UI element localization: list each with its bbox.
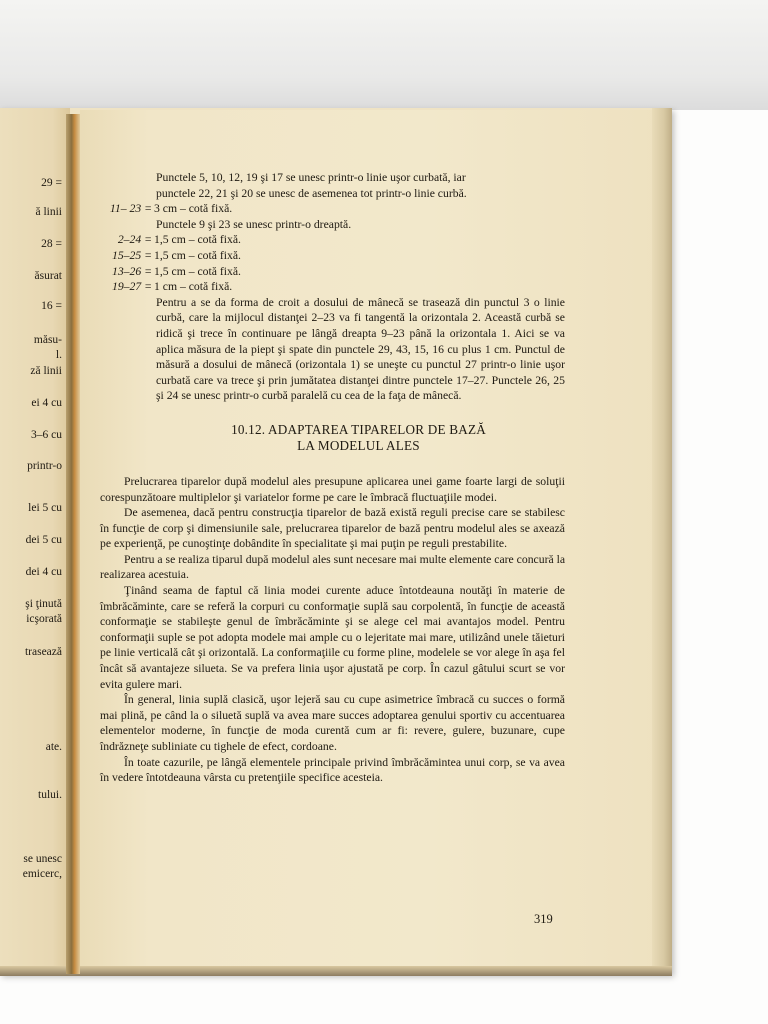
- measurement-value: 1 cm – cotă fixă.: [154, 280, 233, 294]
- measurement-label: 15–25 =: [111, 248, 152, 262]
- section-heading-line: 10.12. ADAPTAREA TIPARELOR DE BAZĂ: [231, 421, 486, 437]
- left-page-text-fragment: 29 =: [41, 177, 62, 189]
- measurement-row: [100, 232, 565, 248]
- page-number: 319: [534, 912, 553, 926]
- left-page-text-fragment: trasează: [24, 646, 62, 658]
- left-page-text-fragment: dei 4 cu: [25, 566, 62, 578]
- paragraph: Pentru a se realiza tiparul după modelul ales sunt necesare mai multe elemente care concură la realizarea acestuia.: [100, 552, 566, 582]
- paragraph: În toate cazurile, pe lângă elementele principale privind îmbrăcămintea unui corp, se va avea în vedere întotdeauna vârsta cu pretenţiile specifice acesteia.: [100, 755, 565, 785]
- paragraph: De asemenea, dacă pentru construcţia tiparelor de bază există reguli precise care se stabilesc în funcţie de corp şi dimensiunile sale, prelucrarea tiparelor de bază pentru modelul ales se axează pe experienţă, pe cunoştinţe dobândite în specialitate şi mai puţin pe reguli prestabilite.: [100, 506, 565, 551]
- measurement-value: 3 cm – cotă fixă.: [154, 202, 233, 216]
- measurement-value: 1,5 cm – cotă fixă.: [154, 264, 241, 278]
- section-heading: [152, 422, 565, 454]
- left-page-text-fragment: se unesc: [23, 853, 62, 865]
- measurement-row: [100, 279, 565, 295]
- scanner-background: [0, 0, 768, 110]
- page-edge-right: [652, 108, 672, 974]
- paragraph: Ţinând seama de faptul că linia modei curente aduce întotdeauna noutăţi în materie de îmbrăcăminte, care se referă la corpuri cu conformaţie suplă sau corpolentă, în funcţie de această conformaţie se stabileşte genul de îmbrăcăminte şi se alege cel mai avantajos model. Pentru conformaţii suple se pot adopta modele mai ample cu o lejeritate mai mare, utilizând unele tăieturi pe linie verticală cât şi orizontală. La conformaţiile cu forme pline, modelele se vor alege în aşa fel încât să avantajeze silueta. Se va prefera linia uşor ajustată pe corp. În cazul gâtului scurt se vor evita gulere mari.: [100, 584, 565, 691]
- left-page-text-fragment: ăsurat: [34, 270, 62, 282]
- measurement-label: 19–27 =: [111, 280, 152, 294]
- sleeve-paragraph: Pentru a se da forma de croit a dosului de mânecă se trasează din punctul 3 o linie curbă, care la mijlocul distanţei 2–23 va fi tangentă la orizontala 2. Această curbă se ridică şi trece în continuare pe lângă dreapta 9–23 până la orizontala 1. Aici se va aplica măsura de la piept şi spate din punctele 29, 43, 15, 16 cu plus 1 cm. Punctul de măsură a dosului de mânecă (orizontala 1) se uneşte cu punctul 27 printr-o linie uşor curbată care va trece şi prin jumătatea distanţei dintre punctele 17–27. Punctele 26, 25 şi 24 se unesc printr-o curbă paralelă cu cea de la faţa de mânecă.: [156, 295, 565, 403]
- left-page-text-fragment: 28 =: [41, 238, 62, 250]
- left-page-text-fragment: şi ţinută: [25, 598, 62, 610]
- page-content: [100, 170, 565, 786]
- left-page-text-fragment: ză linii: [30, 365, 62, 377]
- paragraph: În general, linia suplă clasică, uşor lejeră sau cu cupe asimetrice îmbracă cu succes o formă mai plină, pe când la o siluetă suplă va avea mare succes adoptarea genului sportiv cu accentuarea elementelor moderne, în funcţie de moda curentă cum ar fi: revere, gulere, buzunare, cupe îndrăzneţe subliniate cu tighele de efect, cordoane.: [100, 693, 565, 753]
- text-line: Punctele 5, 10, 12, 19 şi 17 se unesc printr-o linie uşor curbată, iar: [156, 171, 466, 184]
- page-edge-bottom: [0, 966, 672, 976]
- measurement-row: [100, 248, 565, 264]
- left-page-text-fragment: tului.: [38, 789, 62, 801]
- measurement-label: 2–24 =: [117, 233, 152, 247]
- left-page-text-fragment: printr-o: [27, 460, 62, 472]
- left-page-text-fragment: emicerc,: [22, 868, 62, 880]
- paragraph: Prelucrarea tiparelor după modelul ales presupune aplicarea unei game foarte largi de soluţii corespunzătoare multiplelor şi variatelor forme pe care le îmbracă fluctuaţiile modei.: [100, 474, 565, 504]
- measurement-label: 13–26 =: [111, 264, 152, 278]
- left-page-text-fragment: icşorată: [26, 613, 62, 625]
- left-page-text-fragment: ă linii: [35, 206, 62, 218]
- left-page: [0, 108, 70, 974]
- measurement-label: 11– 23 =: [109, 202, 152, 216]
- measurement-row: [100, 201, 565, 217]
- left-page-text-fragment: măsu-: [33, 334, 62, 346]
- measurement-row: [100, 264, 565, 280]
- left-page-text-fragment: l.: [55, 349, 62, 361]
- section-heading-line: LA MODELUL ALES: [297, 437, 420, 453]
- text-line: punctele 22, 21 şi 20 se unesc de asemenea tot printr-o linie curbă.: [156, 186, 467, 200]
- text-line: Punctele 9 şi 23 se unesc printr-o dreaptă.: [156, 217, 352, 231]
- left-page-text-fragment: ate.: [45, 741, 62, 753]
- left-page-text-fragment: dei 5 cu: [25, 534, 62, 546]
- measurement-value: 1,5 cm – cotă fixă.: [154, 248, 241, 262]
- left-page-text-fragment: 16 =: [41, 300, 62, 312]
- left-page-text-fragment: 3–6 cu: [31, 429, 62, 441]
- measurement-value: 1,5 cm – cotă fixă.: [154, 233, 241, 247]
- book-gutter: [66, 114, 80, 974]
- left-page-text-fragment: lei 5 cu: [28, 502, 62, 514]
- left-page-text-fragment: ei 4 cu: [31, 397, 62, 409]
